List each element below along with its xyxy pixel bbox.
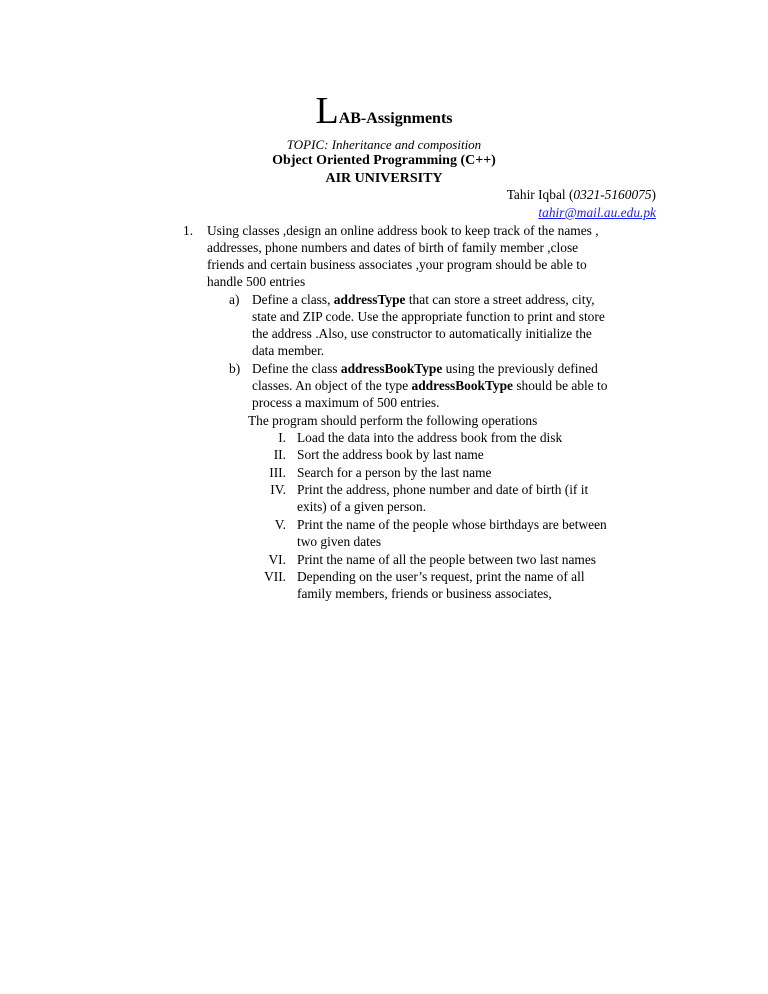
operation-number: I. [278, 430, 286, 445]
operation-text: Print the name of all the people between two last names [297, 552, 596, 567]
topic-line: TOPIC: Inheritance and composition [286, 137, 482, 152]
operation-text: Search for a person by the last name [297, 465, 492, 480]
question-line: friends and certain business associates ,your program should be able to [207, 257, 587, 272]
part-b-line [252, 377, 607, 394]
part-a-line: the address .Also, use constructor to automatically initialize the [252, 326, 592, 341]
question-line: Using classes ,design an online address book to keep track of the names , [207, 223, 599, 238]
operation-text: two given dates [297, 534, 382, 549]
title-rest: AB-Assignments [338, 110, 453, 127]
part-a-text: that can store a street address, city, [405, 292, 595, 307]
operation-text: Load the data into the address book from the disk [297, 430, 563, 445]
course-name: Object Oriented Programming (C++) [272, 153, 496, 168]
author-close: ) [651, 187, 656, 202]
part-a-line: state and ZIP code. Use the appropriate function to print and store [252, 309, 605, 324]
part-b-text: using the previously defined [442, 361, 598, 376]
operation-text: Print the address, phone number and date of birth (if it [297, 482, 589, 497]
part-b-line [252, 360, 598, 377]
part-b-marker: b) [229, 361, 241, 376]
operation-number: VI. [268, 552, 286, 567]
question-number: 1. [183, 223, 194, 238]
part-a-line [252, 291, 595, 308]
operations-intro: The program should perform the following operations [248, 413, 538, 428]
operation-text: exits) of a given person. [297, 499, 427, 514]
part-a-marker: a) [229, 292, 240, 307]
class-name-address-book-type: addressBookType [340, 361, 443, 376]
operation-text: Sort the address book by last name [297, 447, 484, 462]
operation-number: V. [274, 517, 286, 532]
part-b-text: should be able to [512, 378, 608, 393]
part-a-text: Define a class, [252, 292, 334, 307]
author-line [507, 187, 656, 203]
question-line: handle 500 entries [207, 274, 306, 289]
class-name-address-type: addressType [333, 292, 406, 307]
operation-number: VII. [264, 569, 286, 584]
question-line: addresses, phone numbers and dates of birth of family member ,close [207, 240, 579, 255]
operation-number: III. [269, 465, 286, 480]
author-email-link[interactable]: tahir@mail.au.edu.pk [538, 205, 656, 220]
part-a-line: data member. [252, 343, 325, 358]
university-name: AIR UNIVERSITY [325, 171, 443, 186]
operation-number: IV. [270, 482, 286, 497]
part-b-text: Define the class [252, 361, 341, 376]
author-phone: 0321-5160075 [573, 187, 652, 202]
title-initial: L [315, 90, 339, 132]
operation-text: Depending on the user’s request, print the name of all [297, 569, 585, 584]
operation-text: Print the name of the people whose birthdays are between [297, 517, 607, 532]
operation-number: II. [273, 447, 286, 462]
document-title [0, 92, 768, 130]
part-b-text: classes. An object of the type [252, 378, 412, 393]
part-b-line: process a maximum of 500 entries. [252, 395, 440, 410]
author-name: Tahir Iqbal ( [506, 187, 574, 202]
class-name-address-book-type: addressBookType [411, 378, 513, 393]
operation-text: family members, friends or business associates, [297, 586, 552, 601]
